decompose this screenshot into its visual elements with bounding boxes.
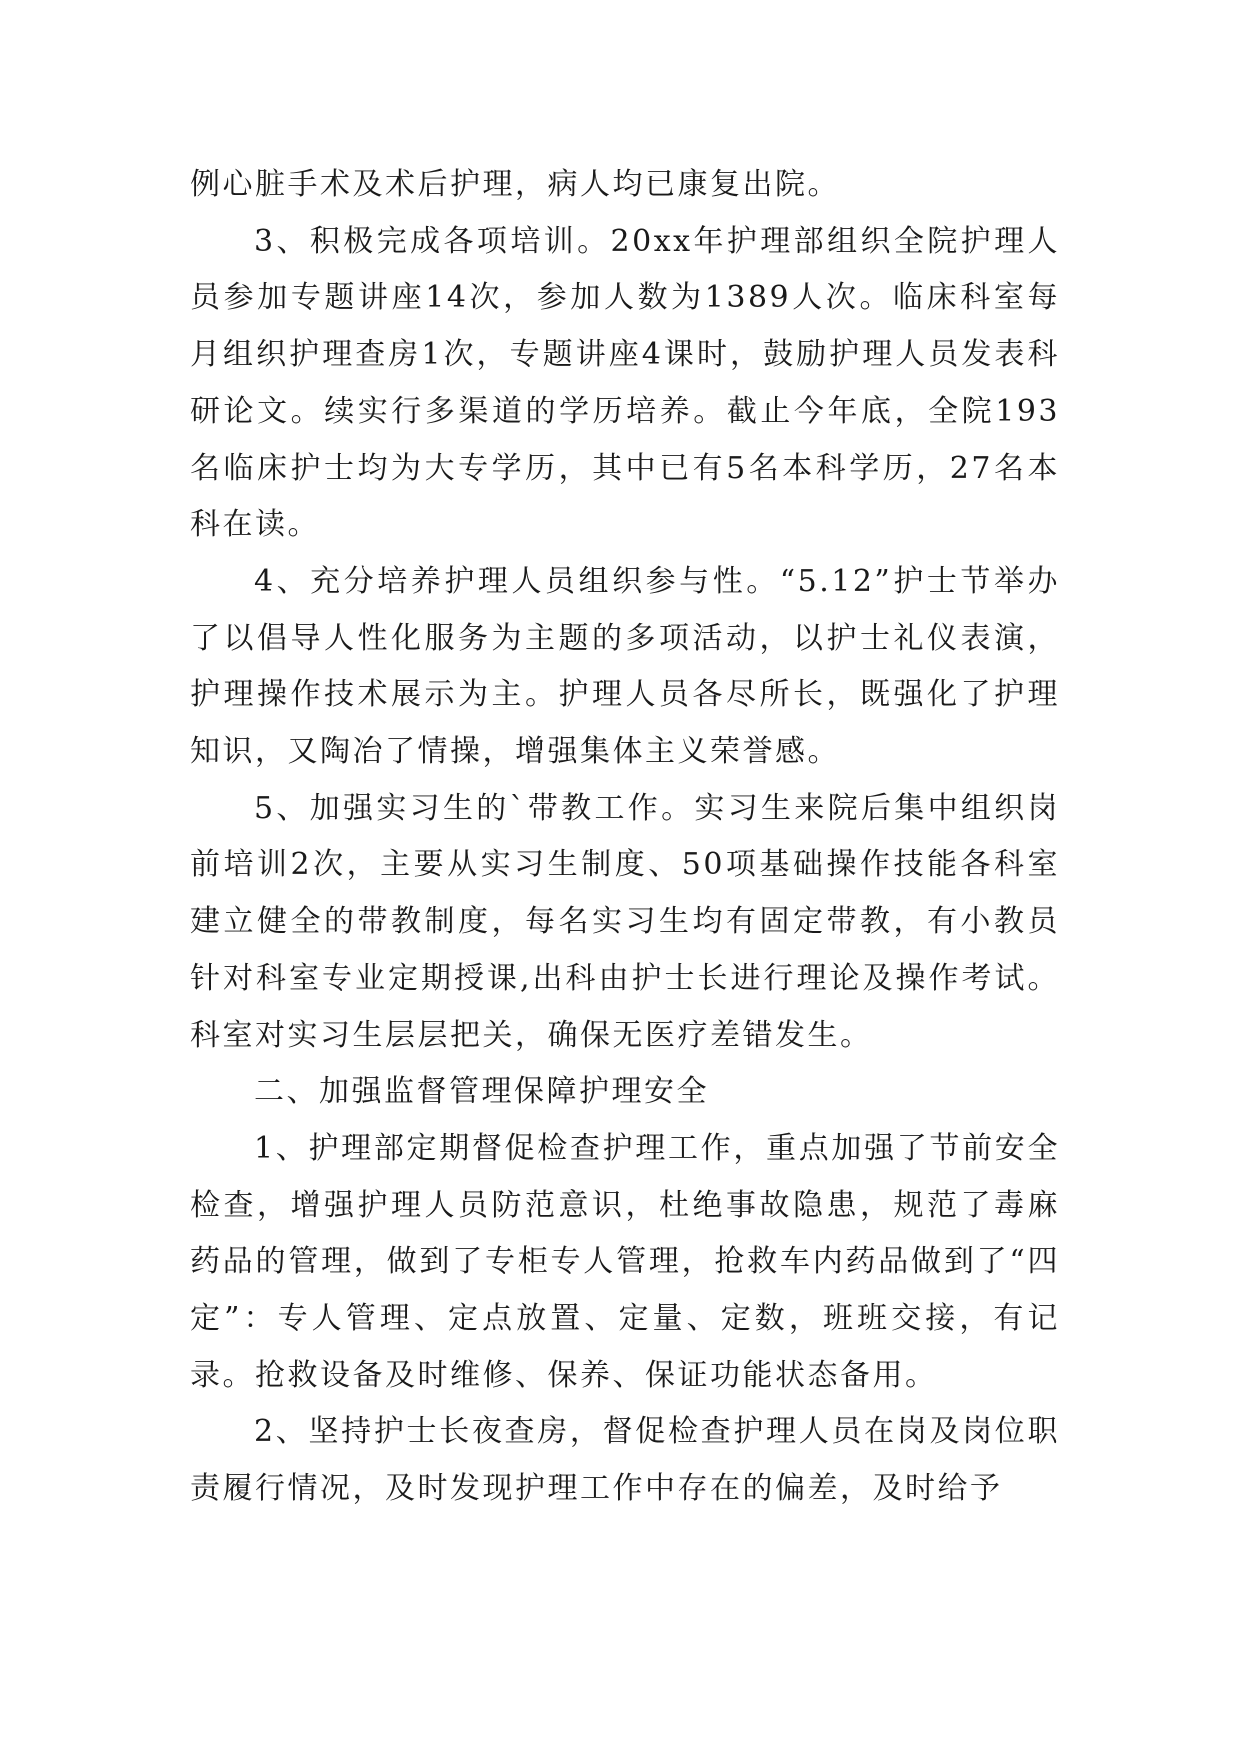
paragraph-continuation: 例心脏手术及术后护理，病人均已康复出院。 [190,167,840,202]
document-body [190,157,1060,1518]
paragraph-participation: 4、充分培养护理人员组织参与性。“5.12”护士节举办了以倡导人性化服务为主题的多项活动，以护士礼仪表演，护理操作技术展示为主。护理人员各尽所长，既强化了护理知识，又陶冶了情操，增强集体主义荣誉感。 [190,563,1060,770]
paragraph-intern-teaching: 5、加强实习生的`带教工作。实习生来院后集中组织岗前培训2次，主要从实习生制度、50项基础操作技能各科室建立健全的带教制度，每名实习生均有固定带教，有小教员针对科室专业定期授课,出科由护士长进行理论及操作考试。科室对实习生层层把关，确保无医疗差错发生。 [190,790,1060,1053]
section-heading-safety: 二、加强监督管理保障护理安全 [254,1074,709,1110]
paragraph-training: 3、积极完成各项培训。20xx年护理部组织全院护理人员参加专题讲座14次，参加人数为1389人次。临床科室每月组织护理查房1次，专题讲座4课时，鼓励护理人员发表科研论文。续实行多渠道的学历培养。截止今年底，全院193名临床护士均为大专学历，其中已有5名本科学历，27名本科在读。 [190,223,1060,543]
paragraph-inspection: 1、护理部定期督促检查护理工作，重点加强了节前安全检查，增强护理人员防范意识，杜绝事故隐患，规范了毒麻药品的管理，做到了专柜专人管理，抢救车内药品做到了“四定”：专人管理、定点放置、定量、定数，班班交接，有记录。抢救设备及时维修、保养、保证功能状态备用。 [190,1130,1060,1393]
paragraph-night-rounds: 2、坚持护士长夜查房，督促检查护理人员在岗及岗位职责履行情况，及时发现护理工作中存在的偏差，及时给予 [190,1414,1060,1507]
